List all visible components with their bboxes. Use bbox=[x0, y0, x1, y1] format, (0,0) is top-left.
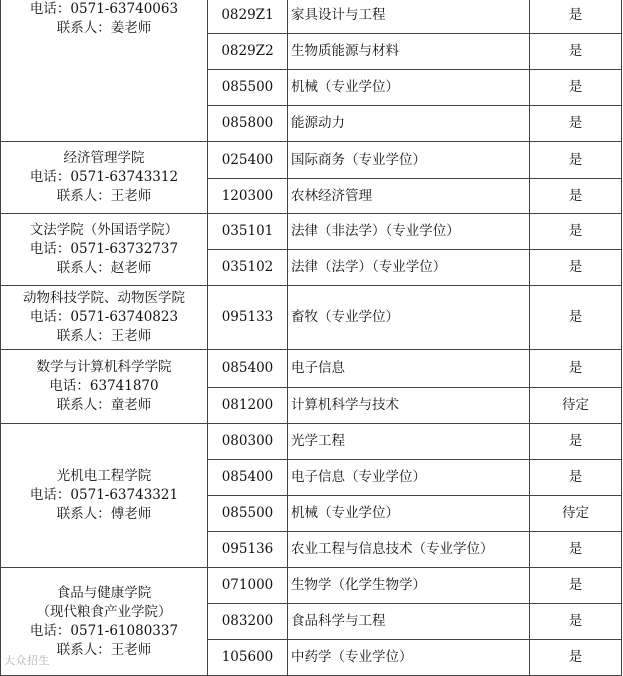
major-name: 生物质能源与材料 bbox=[288, 34, 530, 70]
major-code: 085400 bbox=[208, 460, 288, 496]
major-code: 071000 bbox=[208, 568, 288, 604]
major-code: 085500 bbox=[208, 70, 288, 106]
table-row bbox=[1, 214, 622, 250]
major-code: 035102 bbox=[208, 250, 288, 286]
major-code: 081200 bbox=[208, 388, 288, 424]
major-code: 083200 bbox=[208, 604, 288, 640]
college-cell bbox=[1, 424, 208, 568]
college-contact: 联系人：王老师 bbox=[56, 328, 152, 344]
major-name: 畜牧（专业学位） bbox=[288, 286, 530, 350]
major-code: 025400 bbox=[208, 142, 288, 179]
major-flag: 待定 bbox=[530, 496, 622, 532]
major-code: 120300 bbox=[208, 179, 288, 214]
major-code: 0829Z1 bbox=[208, 0, 288, 34]
major-name: 光学工程 bbox=[288, 424, 530, 460]
college-name: 动物科技学院、动物医学院 bbox=[23, 290, 185, 306]
major-flag: 是 bbox=[530, 250, 622, 286]
college-contact: 联系人：王老师 bbox=[56, 641, 152, 658]
major-code: 085800 bbox=[208, 106, 288, 142]
major-code: 080300 bbox=[208, 424, 288, 460]
college-name: 光机电工程学院 bbox=[56, 468, 152, 484]
major-code: 0829Z2 bbox=[208, 34, 288, 70]
major-name: 家具设计与工程 bbox=[288, 0, 530, 34]
major-name: 机械（专业学位） bbox=[288, 70, 530, 106]
major-name: 国际商务（专业学位） bbox=[288, 142, 530, 179]
college-cell bbox=[1, 0, 208, 142]
college-cell bbox=[1, 350, 208, 424]
college-phone: 电话：0571-63732737 bbox=[29, 241, 179, 257]
table-row bbox=[1, 142, 622, 179]
major-code: 095136 bbox=[208, 532, 288, 568]
college-name: 食品与健康学院 bbox=[56, 584, 152, 601]
college-phone: 电话：0571-63743321 bbox=[29, 487, 179, 503]
major-flag: 是 bbox=[530, 640, 622, 676]
major-code: 095133 bbox=[208, 286, 288, 350]
college-alt-name: （现代粮食产业学院） bbox=[36, 603, 172, 620]
college-phone: 电话：0571-63740823 bbox=[29, 309, 179, 325]
major-flag: 是 bbox=[530, 350, 622, 388]
college-cell bbox=[1, 214, 208, 286]
college-phone: 电话：0571-63740063 bbox=[29, 1, 179, 17]
major-flag: 是 bbox=[530, 142, 622, 179]
college-name: 文法学院（外国语学院） bbox=[29, 222, 179, 238]
college-contact: 联系人：赵老师 bbox=[56, 260, 152, 276]
major-name: 农业工程与信息技术（专业学位） bbox=[288, 532, 530, 568]
watermark bbox=[4, 652, 50, 668]
major-flag: 是 bbox=[530, 106, 622, 142]
college-phone: 电话：63741870 bbox=[49, 378, 159, 394]
major-flag: 是 bbox=[530, 460, 622, 496]
college-name: 数学与计算机科学学院 bbox=[36, 359, 172, 375]
watermark-text: 大众招生 bbox=[4, 654, 50, 667]
table-row bbox=[1, 286, 622, 350]
table-row bbox=[1, 0, 622, 34]
college-contact: 联系人：童老师 bbox=[56, 397, 152, 413]
major-name: 计算机科学与技术 bbox=[288, 388, 530, 424]
major-name: 食品科学与工程 bbox=[288, 604, 530, 640]
major-flag: 是 bbox=[530, 424, 622, 460]
major-name: 电子信息（专业学位） bbox=[288, 460, 530, 496]
major-code: 105600 bbox=[208, 640, 288, 676]
major-name: 能源动力 bbox=[288, 106, 530, 142]
major-name: 生物学（化学生物学） bbox=[288, 568, 530, 604]
college-contact: 联系人：傅老师 bbox=[56, 506, 152, 522]
table-row bbox=[1, 424, 622, 460]
college-phone: 电话：0571-63743312 bbox=[29, 169, 179, 185]
college-cell bbox=[1, 142, 208, 214]
major-flag: 待定 bbox=[530, 388, 622, 424]
major-flag: 是 bbox=[530, 34, 622, 70]
major-name: 机械（专业学位） bbox=[288, 496, 530, 532]
major-flag: 是 bbox=[530, 179, 622, 214]
major-name: 法律（法学）（专业学位） bbox=[288, 250, 530, 286]
major-code: 085400 bbox=[208, 350, 288, 388]
major-name: 农林经济管理 bbox=[288, 179, 530, 214]
major-name: 电子信息 bbox=[288, 350, 530, 388]
major-name: 中药学（专业学位） bbox=[288, 640, 530, 676]
major-code: 035101 bbox=[208, 214, 288, 250]
college-name: 经济管理学院 bbox=[63, 150, 145, 166]
table-row bbox=[1, 568, 622, 604]
table-row bbox=[1, 350, 622, 388]
major-name: 法律（非法学）（专业学位） bbox=[288, 214, 530, 250]
major-flag: 是 bbox=[530, 568, 622, 604]
major-flag: 是 bbox=[530, 214, 622, 250]
major-flag: 是 bbox=[530, 604, 622, 640]
major-flag: 是 bbox=[530, 0, 622, 34]
major-flag: 是 bbox=[530, 70, 622, 106]
major-code: 085500 bbox=[208, 496, 288, 532]
college-phone: 电话：0571-61080337 bbox=[29, 622, 179, 639]
college-contact: 联系人：姜老师 bbox=[56, 20, 152, 36]
major-flag: 是 bbox=[530, 532, 622, 568]
major-flag: 是 bbox=[530, 286, 622, 350]
college-contact: 联系人：王老师 bbox=[56, 188, 152, 204]
college-cell bbox=[1, 286, 208, 350]
